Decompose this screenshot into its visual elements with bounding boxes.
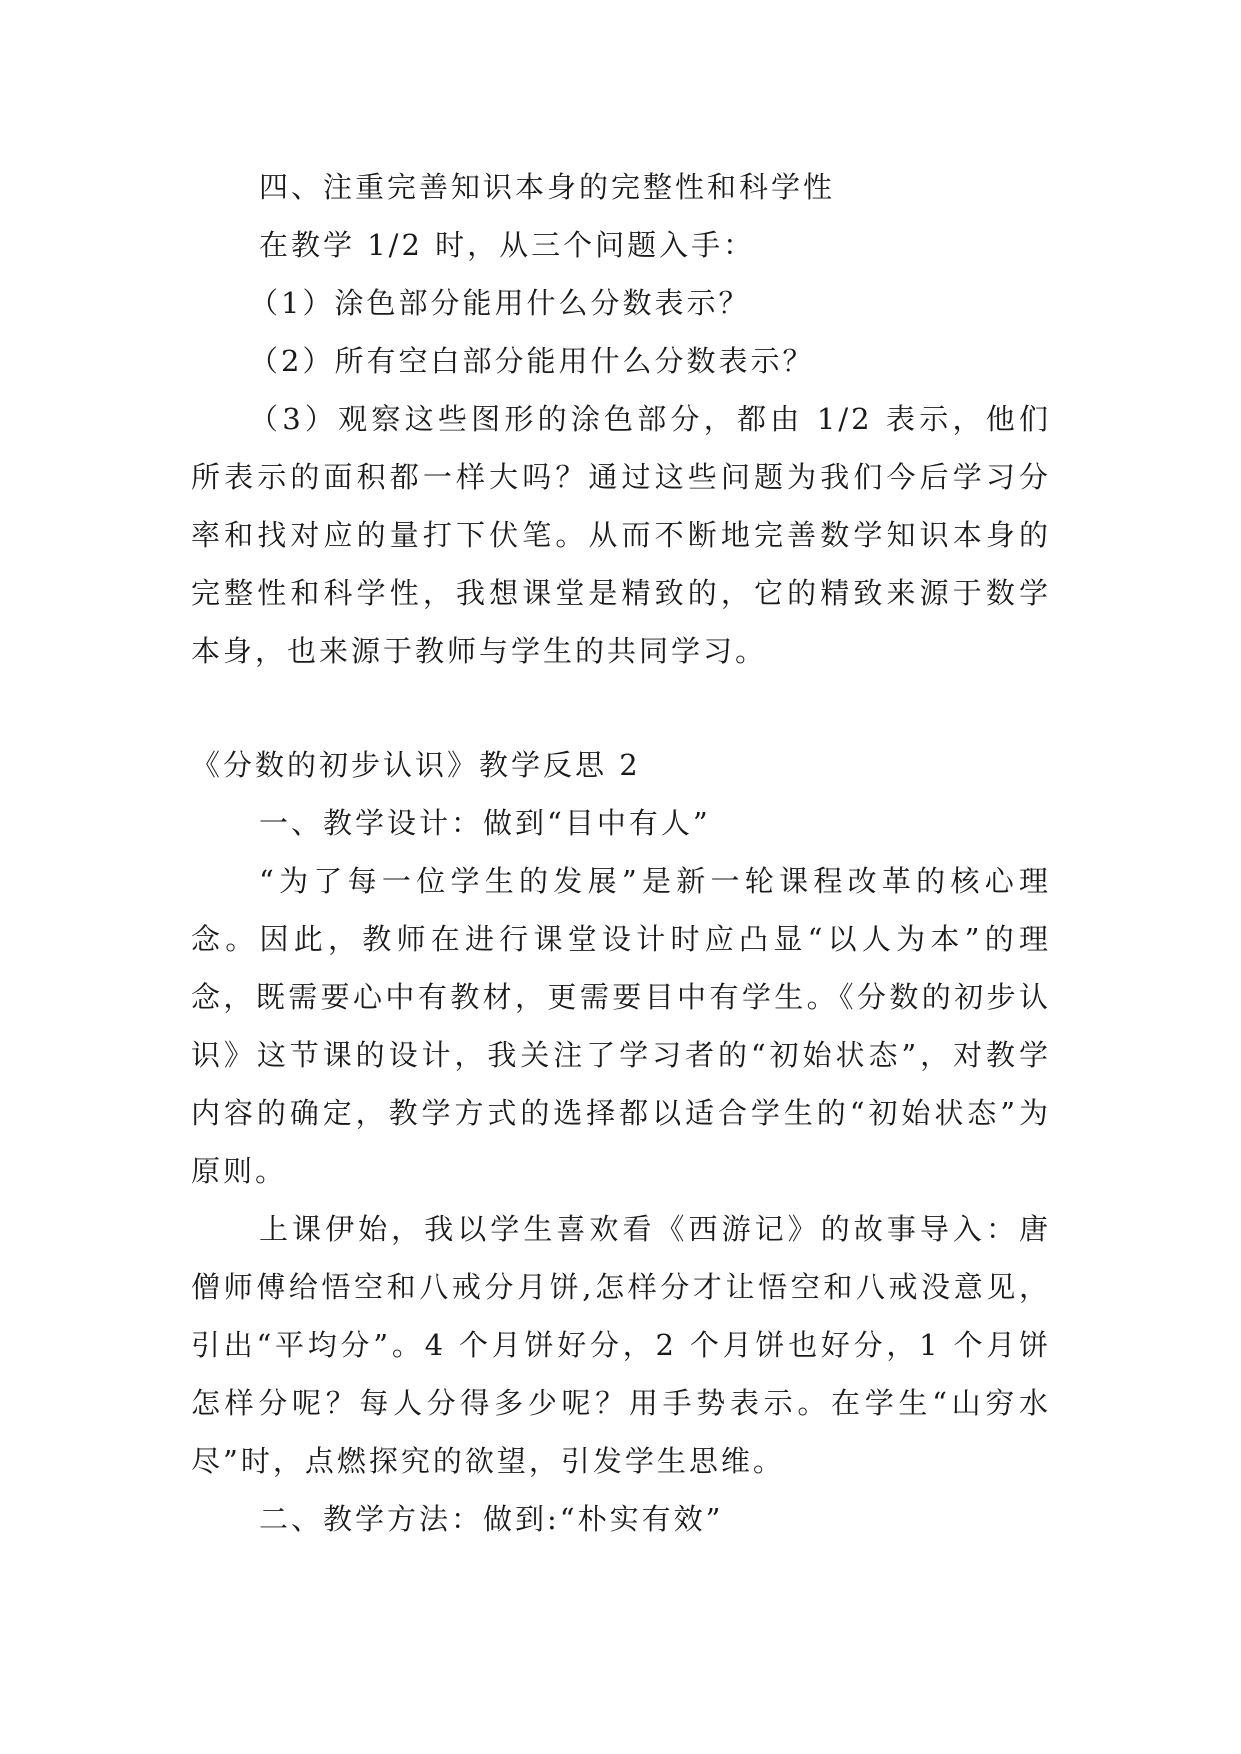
part-2-heading: 二、教学方法：做到:“朴实有效” xyxy=(259,1502,724,1536)
question-2: （2）所有空白部分能用什么分数表示？ xyxy=(249,344,815,378)
part-1-heading: 一、教学设计：做到“目中有人” xyxy=(259,806,711,840)
document-body xyxy=(191,158,1051,1548)
section-heading-4: 四、注重完善知识本身的完整性和科学性 xyxy=(259,170,836,204)
article-title: 《分数的初步认识》教学反思 2 xyxy=(191,748,641,782)
part-1-paragraph-1: “为了每一位学生的发展”是新一轮课程改革的核心理念。因此，教师在进行课堂设计时应凸显“以人为本”的理念，既需要心中有教材，更需要目中有学生。《分数的初步认识》这节课的设计，我关注了学习者的“初始状态”，对教学内容的确定，教学方式的选择都以适合学生的“初始状态”为原则。 xyxy=(191,864,1051,1188)
intro-paragraph: 在教学 1/2 时，从三个问题入手： xyxy=(259,228,756,262)
part-1-paragraph-2: 上课伊始，我以学生喜欢看《西游记》的故事导入：唐僧师傅给悟空和八戒分月饼,怎样分才让悟空和八戒没意见，引出“平均分”。4 个月饼好分，2 个月饼也好分，1 个月饼怎样分呢？每人分得多少呢？用手势表示。在学生“山穷水尽”时，点燃探究的欲望，引发学生思维。 xyxy=(191,1212,1051,1478)
question-3-paragraph: （3）观察这些图形的涂色部分，都由 1/2 表示，他们所表示的面积都一样大吗？通过这些问题为我们今后学习分率和找对应的量打下伏笔。从而不断地完善数学知识本身的完整性和科学性，我想课堂是精致的，它的精致来源于数学本身，也来源于教师与学生的共同学习。 xyxy=(191,402,1051,668)
section-spacer xyxy=(191,680,1051,736)
question-1: （1）涂色部分能用什么分数表示？ xyxy=(249,286,751,320)
